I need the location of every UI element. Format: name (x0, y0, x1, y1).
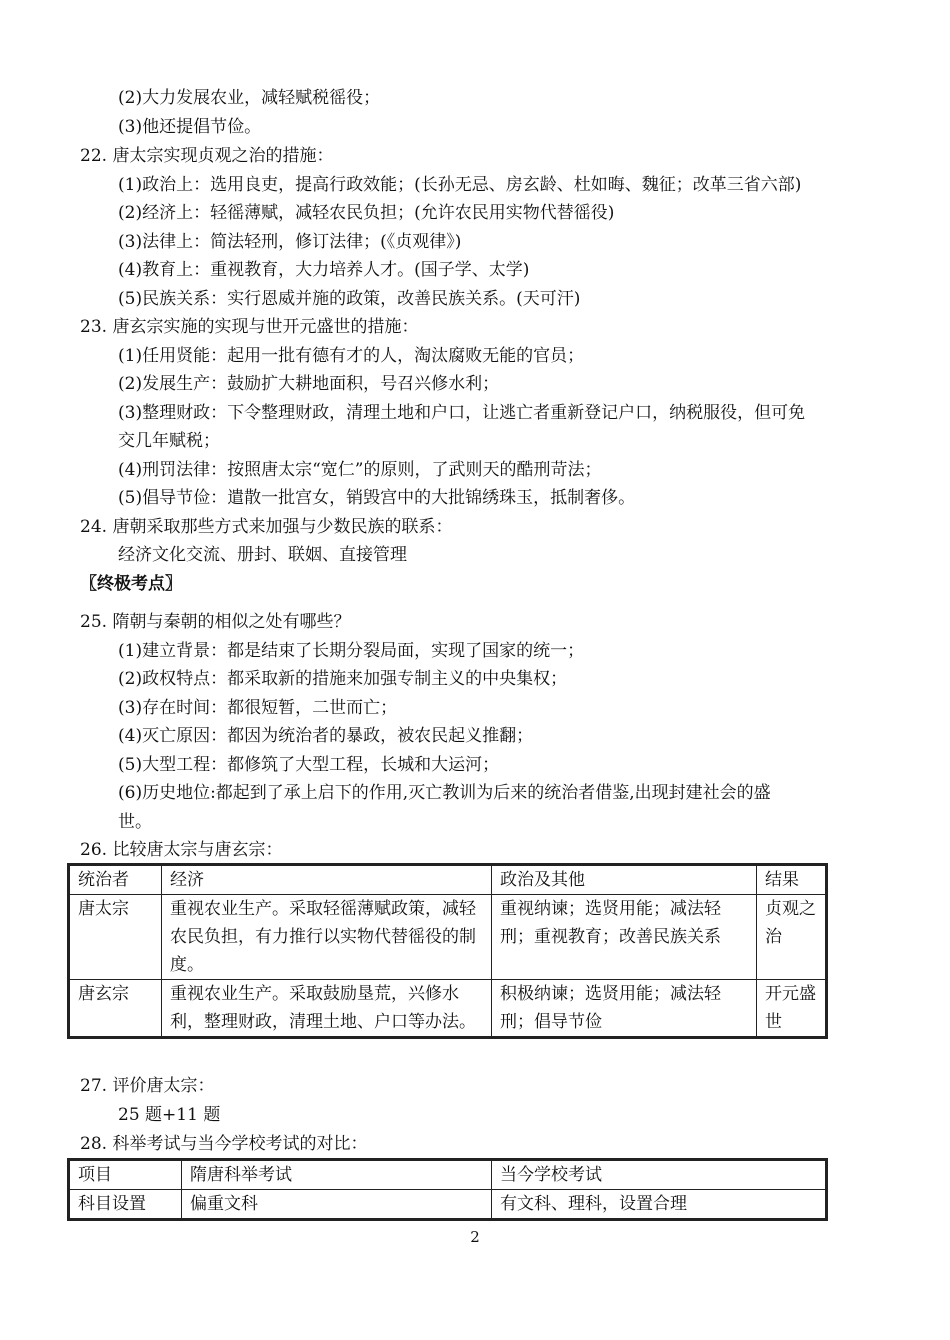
question-23-title: 23. 唐玄宗实施的实现与世开元盛世的措施： (80, 317, 419, 337)
table-cell: 有文科、理科，设置合理 (492, 1190, 826, 1219)
question-25-title: 25. 隋朝与秦朝的相似之处有哪些？ (80, 612, 351, 632)
table-header-cell: 当今学校考试 (492, 1161, 826, 1190)
question-23-item: (3)整理财政：下令整理财政，清理土地和户口，让逃亡者重新登记户口，纳税服役，但可免 (118, 403, 806, 423)
table-header-cell: 经济 (162, 866, 492, 895)
table-header-cell: 政治及其他 (492, 866, 757, 895)
table-cell: 重视农业生产。采取鼓励垦荒，兴修水利，整理财政，清理土地、户口等办法。 (162, 980, 492, 1037)
question-25-item: (6)历史地位:都起到了承上启下的作用,灭亡教训为后来的统治者借鉴,出现封建社会的盛 (118, 783, 771, 803)
table-header-row (70, 866, 826, 895)
table-cell: 唐太宗 (70, 895, 162, 980)
question-23-item: 交几年赋税； (118, 431, 220, 451)
question-22-item: (2)经济上：轻徭薄赋，减轻农民负担；(允许农民用实物代替徭役) (118, 203, 615, 223)
table-cell: 偏重文科 (182, 1190, 492, 1219)
table-cell: 开元盛世 (757, 980, 826, 1037)
table-cell: 唐玄宗 (70, 980, 162, 1037)
question-23-item: (2)发展生产：鼓励扩大耕地面积，号召兴修水利； (118, 374, 500, 394)
question-24-title: 24. 唐朝采取那些方式来加强与少数民族的联系： (80, 517, 453, 537)
question-24-answer: 经济文化交流、册封、联姻、直接管理 (118, 545, 407, 565)
question-22-item: (5)民族关系：实行恩威并施的政策，改善民族关系。(天可汗) (118, 289, 581, 309)
question-27-answer: 25 题+11 题 (118, 1105, 221, 1125)
table-row (70, 1190, 826, 1219)
table-cell: 贞观之治 (757, 895, 826, 980)
question-25-item: (3)存在时间：都很短暂，二世而亡； (118, 698, 398, 718)
table-header-cell: 项目 (70, 1161, 182, 1190)
table-cell: 重视农业生产。采取轻徭薄赋政策，减轻农民负担，有力推行以实物代替徭役的制度。 (162, 895, 492, 980)
question-22-item: (3)法律上：简法轻刑，修订法律；(《贞观律》) (118, 232, 462, 252)
comparison-table-emperors (69, 865, 826, 1037)
continued-item-3: (3)他还提倡节俭。 (118, 117, 262, 137)
table-header-cell: 统治者 (70, 866, 162, 895)
question-25-item: (5)大型工程：都修筑了大型工程，长城和大运河； (118, 755, 500, 775)
section-heading: 〖终极考点〗 (80, 574, 182, 594)
question-22-title: 22. 唐太宗实现贞观之治的措施： (80, 146, 334, 166)
question-28-title: 28. 科举考试与当今学校考试的对比： (80, 1134, 368, 1154)
table-row (70, 980, 826, 1037)
question-23-item: (1)任用贤能：起用一批有德有才的人，淘汰腐败无能的官员； (118, 346, 585, 366)
question-25-item: 世。 (118, 812, 152, 832)
page-number: 2 (470, 1228, 480, 1246)
question-22-item: (4)教育上：重视教育，大力培养人才。(国子学、太学) (118, 260, 530, 280)
table-cell: 积极纳谏；选贤用能；减法轻刑；倡导节俭 (492, 980, 757, 1037)
continued-item-2: (2)大力发展农业，减轻赋税徭役； (118, 88, 381, 108)
table-header-cell: 隋唐科举考试 (182, 1161, 492, 1190)
question-23-item: (5)倡导节俭：遣散一批宫女，销毁宫中的大批锦绣珠玉，抵制奢侈。 (118, 488, 636, 508)
question-23-item: (4)刑罚法律：按照唐太宗“宽仁”的原则，了武则天的酷刑苛法； (118, 460, 602, 480)
question-26-title: 26. 比较唐太宗与唐玄宗： (80, 840, 283, 860)
table-row (70, 895, 826, 980)
question-25-item: (2)政权特点：都采取新的措施来加强专制主义的中央集权； (118, 669, 568, 689)
question-25-item: (4)灭亡原因：都因为统治者的暴政，被农民起义推翻； (118, 726, 534, 746)
question-22-item: (1)政治上：选用良吏，提高行政效能；(长孙无忌、房玄龄、杜如晦、魏征；改革三省六部) (118, 175, 802, 195)
table-cell: 重视纳谏；选贤用能；减法轻刑；重视教育；改善民族关系 (492, 895, 757, 980)
table-header-cell: 结果 (757, 866, 826, 895)
comparison-table-exams (69, 1160, 826, 1219)
table-cell: 科目设置 (70, 1190, 182, 1219)
question-27-title: 27. 评价唐太宗： (80, 1076, 215, 1096)
question-25-item: (1)建立背景：都是结束了长期分裂局面，实现了国家的统一； (118, 641, 585, 661)
table-header-row (70, 1161, 826, 1190)
